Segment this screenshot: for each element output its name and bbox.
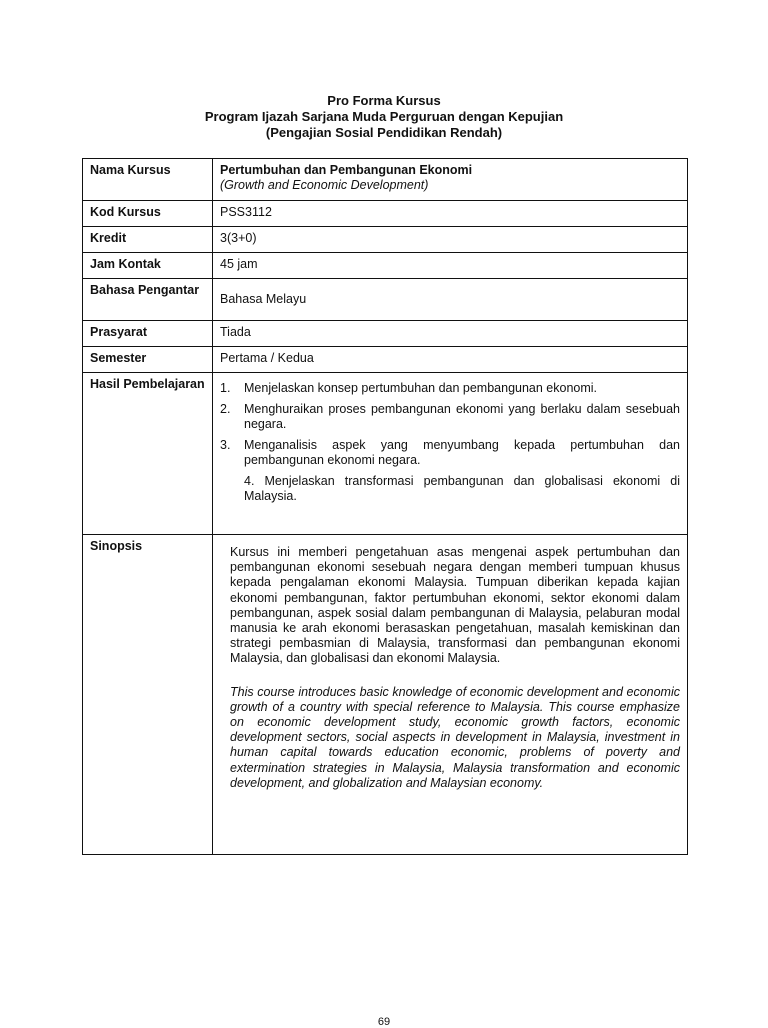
label-sinopsis: Sinopsis (83, 535, 213, 855)
header-specialization: (Pengajian Sosial Pendidikan Rendah) (265, 125, 503, 140)
list-item (220, 381, 680, 396)
value-kod-kursus: PSS3112 (213, 201, 688, 227)
row-kod-kursus (83, 201, 688, 227)
course-name: Pertumbuhan dan Pembangunan Ekonomi (220, 163, 473, 177)
label-prasyarat: Prasyarat (83, 321, 213, 347)
list-item-number: 3. (220, 438, 231, 452)
value-sinopsis (213, 535, 688, 855)
synopsis-malay: Kursus ini memberi pengetahuan asas mengenai aspek pertumbuhan dan pembangunan ekonomi sesebuah negara dengan memberi tumpuan khusus kepada pengalaman ekonomi Malaysia. Tumpuan diberikan kepada kajian ekonomi pembangunan, faktor pertumbuhan ekonomi, sektor ekonomi dalam pembangunan, aspek sosial dalam pembangunan di Malaysia, pelaburan modal manusia ke arah ekonomi berasaskan pengetahuan, masalah kemiskinan dan strategi pembasmian di Malaysia, transformasi dan pembangunan ekonomi Malaysia, dan globalisasi dan ekonomi Malaysia. (230, 545, 680, 666)
row-kredit (83, 227, 688, 253)
list-item-text: Menghuraikan proses pembangunan ekonomi yang berlaku dalam sesebuah negara. (244, 402, 680, 431)
value-jam-kontak: 45 jam (213, 253, 688, 279)
row-nama-kursus (83, 159, 688, 201)
list-item-number: 2. (220, 402, 231, 416)
value-nama-kursus (213, 159, 688, 201)
value-kredit: 3(3+0) (213, 227, 688, 253)
label-semester: Semester (83, 347, 213, 373)
row-semester (83, 347, 688, 373)
row-hasil-pembelajaran (83, 373, 688, 535)
page-number: 69 (377, 1016, 391, 1028)
course-proforma-table (82, 158, 688, 855)
synopsis-english: This course introduces basic knowledge of economic development and economic growth of a country with special reference to Malaysia. This course emphasize on economic development study, economic growth factors, economic development sectors, social aspects in development in Malaysia, investment in human capital towards education economic, problems of poverty and extermination strategies in Malaysia, Malaysia transformation and economic development, and globalization and Malaysian economy. (230, 684, 680, 790)
list-item-number: 4. (244, 474, 255, 488)
document-header (0, 93, 768, 141)
list-item (220, 438, 680, 468)
course-name-en: (Growth and Economic Development) (220, 178, 429, 192)
row-sinopsis (83, 535, 688, 855)
list-item (220, 474, 680, 504)
header-program: Program Ijazah Sarjana Muda Perguruan dengan Kepujian (204, 109, 564, 124)
learning-outcomes-list (220, 381, 680, 504)
list-item-text: Menjelaskan transformasi pembangunan dan globalisasi ekonomi di Malaysia. (244, 474, 680, 503)
value-prasyarat: Tiada (213, 321, 688, 347)
label-nama-kursus: Nama Kursus (83, 159, 213, 201)
list-item-number: 1. (220, 381, 231, 395)
list-item-text: Menganalisis aspek yang menyumbang kepada pertumbuhan dan pembangunan ekonomi negara. (244, 438, 680, 467)
label-bahasa-pengantar: Bahasa Pengantar (83, 279, 213, 321)
label-hasil-pembelajaran: Hasil Pembelajaran (83, 373, 213, 535)
header-title: Pro Forma Kursus (327, 93, 441, 108)
label-kredit: Kredit (83, 227, 213, 253)
synopsis-content (220, 539, 680, 791)
row-prasyarat (83, 321, 688, 347)
row-jam-kontak (83, 253, 688, 279)
value-hasil-pembelajaran (213, 373, 688, 535)
value-bahasa-pengantar: Bahasa Melayu (213, 279, 688, 321)
label-jam-kontak: Jam Kontak (83, 253, 213, 279)
value-semester: Pertama / Kedua (213, 347, 688, 373)
row-bahasa-pengantar (83, 279, 688, 321)
list-item-text: Menjelaskan konsep pertumbuhan dan pembangunan ekonomi. (244, 381, 598, 395)
list-item (220, 402, 680, 432)
label-kod-kursus: Kod Kursus (83, 201, 213, 227)
